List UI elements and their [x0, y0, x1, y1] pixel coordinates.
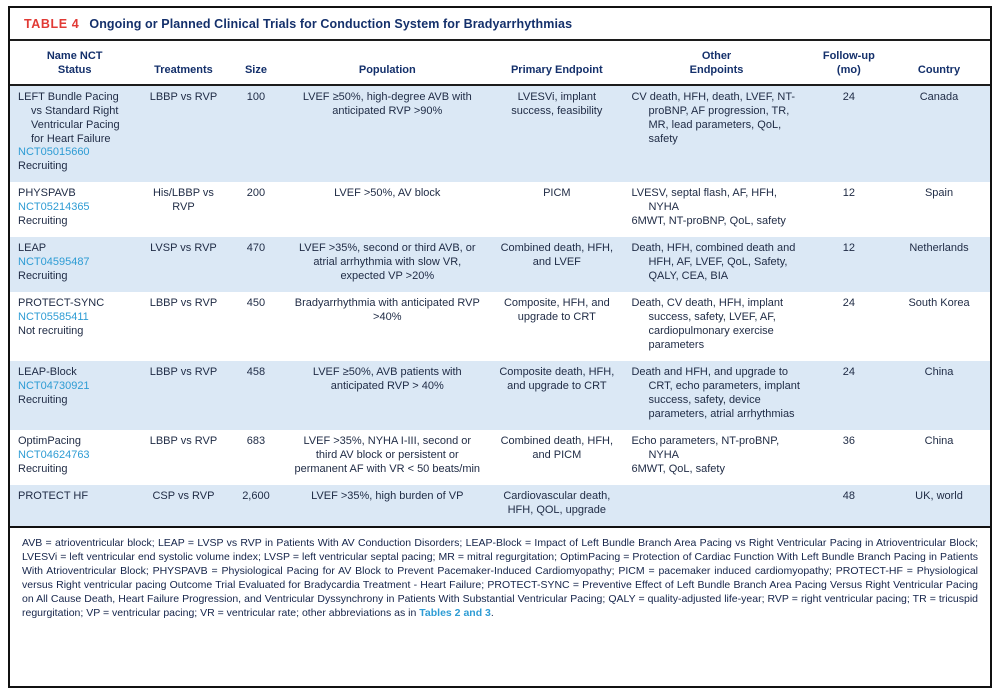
other-endpoints-cell: [623, 292, 809, 361]
size-cell: 2,600: [242, 489, 270, 502]
other-endpoints-text: Death, CV death, HFH, implant success, safety, LVEF, AF, cardiopulmonary exercise parameters: [631, 297, 784, 352]
trial-name-cell: [10, 485, 139, 526]
size-cell: 200: [246, 187, 266, 200]
population-cell: LVEF >35%, high burden of VP: [311, 489, 464, 502]
size-cell: 100: [246, 90, 266, 103]
nct-link[interactable]: NCT05585411: [18, 311, 89, 324]
other-endpoints-cell: [623, 182, 809, 237]
other-endpoints-cell: [623, 361, 809, 430]
followup-cell: 24: [842, 366, 855, 379]
trial-name: PROTECT HF: [18, 489, 89, 502]
trial-name-cell: [10, 292, 139, 361]
footnote-period: .: [490, 607, 494, 620]
other-endpoints-text: 6MWT, NT-proBNP, QoL, safety: [631, 215, 786, 228]
column-header: Treatments: [139, 41, 227, 85]
trial-status: Not recruiting: [18, 325, 84, 338]
population-cell: LVEF ≥50%, AVB patients with anticipated RVP > 40%: [312, 366, 462, 393]
trial-row: [10, 85, 990, 183]
other-endpoints-text: LVESV, septal flash, AF, HFH, NYHA: [631, 187, 777, 214]
table-label: TABLE 4: [24, 17, 80, 31]
trial-name: PHYSPAVB: [18, 187, 76, 200]
treatments-cell: LVSP vs RVP: [150, 242, 217, 255]
trial-name-cell: [10, 430, 139, 485]
size-cell: 683: [246, 434, 266, 447]
other-endpoints-cell: [623, 430, 809, 485]
column-header: Name NCT Status: [10, 41, 139, 85]
primary-endpoint-cell: LVESVi, implant success, feasibility: [511, 90, 603, 117]
nct-link[interactable]: NCT04595487: [18, 256, 90, 269]
nct-link[interactable]: NCT04730921: [18, 380, 90, 393]
followup-cell: 36: [842, 434, 855, 447]
trial-row: [10, 361, 990, 430]
followup-cell: 24: [842, 90, 855, 103]
size-cell: 470: [246, 242, 266, 255]
column-header-row: [10, 41, 990, 85]
country-cell: China: [924, 434, 954, 447]
other-endpoints-text: 6MWT, QoL, safety: [631, 462, 725, 475]
clinical-trials-table: [10, 41, 990, 526]
country-cell: China: [924, 366, 954, 379]
column-header: Primary Endpoint: [490, 41, 623, 85]
trial-name-cell: [10, 182, 139, 237]
trial-name: LEAP: [18, 242, 47, 255]
country-cell: Netherlands: [909, 242, 969, 255]
trial-name: LEAP-Block: [18, 366, 77, 379]
followup-cell: 12: [842, 187, 855, 200]
treatments-cell: LBBP vs RVP: [149, 297, 218, 310]
trial-name: LEFT Bundle Pacing vs Standard Right Ventricular Pacing for Heart Failure: [18, 90, 120, 145]
nct-link[interactable]: NCT05214365: [18, 201, 90, 214]
trial-status: Recruiting: [18, 160, 68, 173]
table-frame: [8, 6, 992, 688]
trial-status: Recruiting: [18, 394, 68, 407]
trial-name-cell: [10, 85, 139, 183]
primary-endpoint-cell: Combined death, HFH, and LVEF: [500, 242, 614, 269]
trials-tbody: [10, 85, 990, 526]
country-cell: UK, world: [915, 489, 963, 502]
other-endpoints-text: Death, HFH, combined death and HFH, AF, LVEF, QoL, Safety, QALY, CEA, BIA: [631, 242, 796, 283]
trial-status: Recruiting: [18, 215, 68, 228]
followup-cell: 12: [842, 242, 855, 255]
trial-name: PROTECT-SYNC: [18, 297, 105, 310]
primary-endpoint-cell: Composite death, HFH, and upgrade to CRT: [499, 366, 615, 393]
trial-row: [10, 485, 990, 526]
trial-row: [10, 430, 990, 485]
table-footnote: [10, 526, 990, 626]
size-cell: 458: [246, 366, 266, 379]
treatments-cell: LBBP vs RVP: [149, 434, 218, 447]
primary-endpoint-cell: Composite, HFH, and upgrade to CRT: [503, 297, 610, 324]
trial-status: Recruiting: [18, 462, 68, 475]
table-title: Ongoing or Planned Clinical Trials for Conduction System for Bradyarrhythmias: [89, 17, 573, 31]
population-cell: LVEF >35%, second or third AVB, or atrial arrhythmia with slow VR, expected VP >20%: [298, 242, 476, 283]
population-cell: LVEF >35%, NYHA I-III, second or third AV block or persistent or permanent AF with VR < 50 beats/min: [294, 434, 481, 475]
other-endpoints-text: CV death, HFH, death, LVEF, NT-proBNP, AF progression, TR, MR, lead parameters, QoL, safety: [631, 90, 796, 145]
trial-name-cell: [10, 361, 139, 430]
other-endpoints-text: Death and HFH, and upgrade to CRT, echo parameters, implant success, safety, device parameters, atrial arrhythmias: [631, 366, 800, 420]
country-cell: Canada: [919, 90, 959, 103]
followup-cell: 24: [842, 297, 855, 310]
footnote-tables-link[interactable]: Tables 2 and 3: [419, 607, 491, 620]
primary-endpoint-cell: PICM: [543, 187, 571, 200]
treatments-cell: CSP vs RVP: [152, 489, 215, 502]
nct-link[interactable]: NCT05015660: [18, 146, 90, 159]
column-header: Follow-up (mo): [810, 41, 888, 85]
primary-endpoint-cell: Cardiovascular death, HFH, QOL, upgrade: [503, 489, 611, 516]
population-cell: LVEF >50%, AV block: [334, 187, 441, 200]
treatments-cell: LBBP vs RVP: [149, 366, 218, 379]
followup-cell: 48: [842, 489, 855, 502]
trial-row: [10, 182, 990, 237]
other-endpoints-cell: [623, 85, 809, 183]
trial-row: [10, 237, 990, 292]
column-header: Size: [228, 41, 285, 85]
treatments-cell: His/LBBP vs RVP: [152, 187, 214, 214]
size-cell: 450: [246, 297, 266, 310]
population-cell: Bradyarrhythmia with anticipated RVP >40%: [294, 297, 480, 324]
trial-name: OptimPacing: [18, 434, 81, 447]
country-cell: Spain: [924, 187, 954, 200]
population-cell: LVEF ≥50%, high-degree AVB with anticipated RVP >90%: [302, 90, 472, 117]
footnote-text: AVB = atrioventricular block; LEAP = LVSP vs RVP in Patients With AV Conduction Disorders; LEAP-Block = Impact of Left Bundle Branch Area Pacing vs Right Ventricular Pacing in Atrioventricular Block; LVESVi = left ventricular end systolic volume index; LVSP = left ventricular septal pacing; MR = mitral regurgitation; OptimPacing = Protection of Cardiac Function With Left Bundle Branch Pacing in Patients With Atrioventricular Block; PHYSPAVB = Physiological Pacing for AV Block to Prevent Pacemaker-Induced Cardiomyopathy; PICM = pacemaker induced cardiomyopathy; PROTECT-HF = Physiological versus Right ventricular pacing Outcome Trial Evaluated for Bradycardia Treatment - Heart Failure; PROTECT-SYNC = Preventive Effect of Left Bundle Branch Area Pacing Versus Right Ventricular Pacing on All Cause Death, Heart Failure Progression, and Ventricular Dyssynchrony in Patients With Substantial Ventricular Pacing; QALY = quality-adjusted life-year; RVP = right ventricular pacing; TR = tricuspid regurgitation; VP = ventricular pacing; VR = ventricular rate; other abbreviations as in: [22, 536, 978, 620]
other-endpoints-cell: [623, 485, 809, 526]
column-header: Country: [888, 41, 990, 85]
primary-endpoint-cell: Combined death, HFH, and PICM: [500, 434, 614, 461]
trial-name-cell: [10, 237, 139, 292]
country-cell: South Korea: [908, 297, 970, 310]
trial-status: Recruiting: [18, 270, 68, 283]
table-titlebar: [10, 8, 990, 41]
trial-row: [10, 292, 990, 361]
column-header: Other Endpoints: [623, 41, 809, 85]
column-header: Population: [284, 41, 490, 85]
other-endpoints-text: Echo parameters, NT-proBNP, NYHA: [631, 434, 780, 461]
treatments-cell: LBBP vs RVP: [149, 90, 218, 103]
nct-link[interactable]: NCT04624763: [18, 448, 90, 461]
other-endpoints-cell: [623, 237, 809, 292]
